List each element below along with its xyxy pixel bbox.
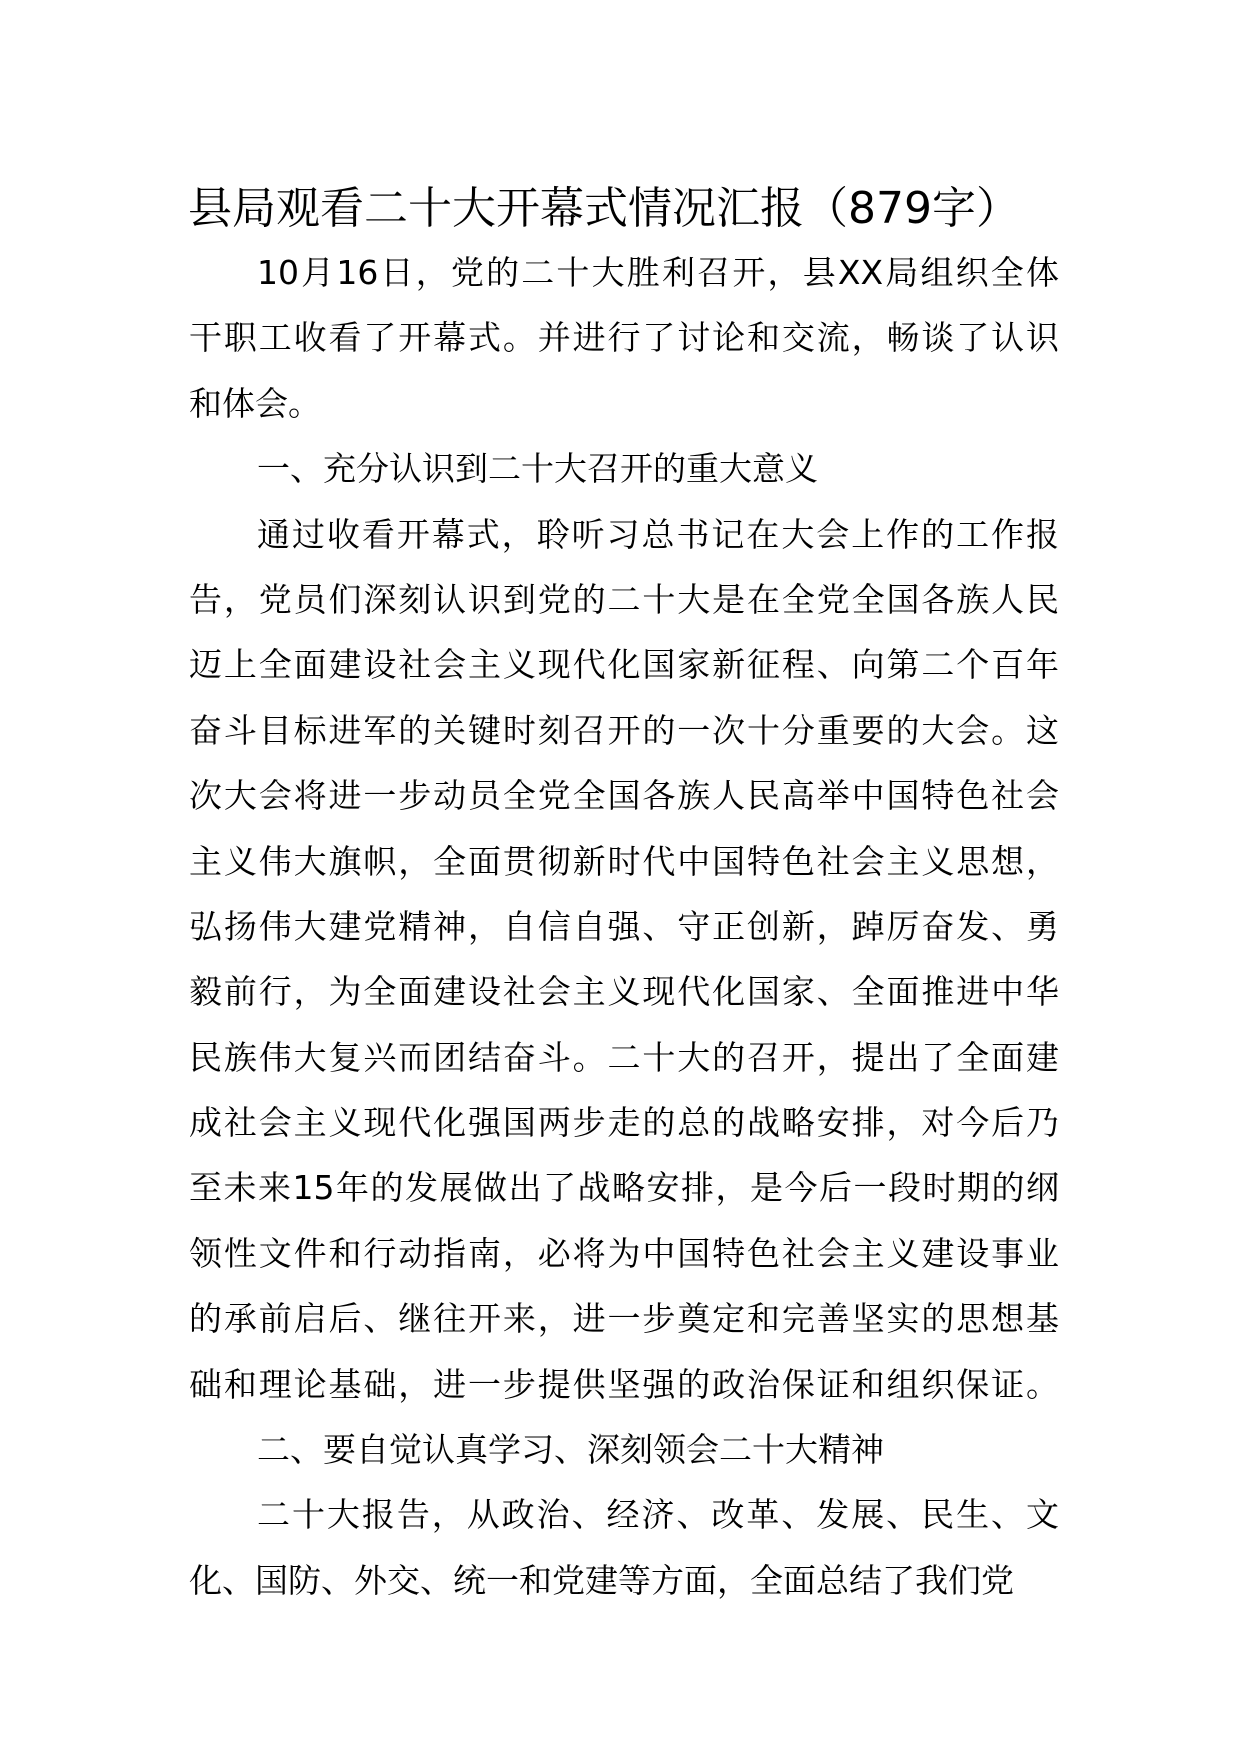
section-heading — [189, 436, 1059, 501]
text-line: 通过收看开幕式，聆听习总书记在大会上作的工作报 — [257, 514, 1059, 554]
text-line: 迈上全面建设社会主义现代化国家新征程、向第二个百年 — [189, 645, 1059, 685]
paragraph — [189, 240, 1059, 436]
text-line: 10月16日，党的二十大胜利召开，县XX局组织全体 — [257, 253, 1059, 292]
text-line: 至未来15年的发展做出了战略安排，是今后一段时期的纲 — [189, 1168, 1059, 1208]
section-heading — [189, 1417, 1059, 1482]
text-line: 化、国防、外交、统一和党建等方面，全面总结了我们党 — [189, 1560, 1014, 1600]
text-line: 民族伟大复兴而团结奋斗。二十大的召开，提出了全面建 — [189, 1037, 1059, 1077]
text-line: 奋斗目标进军的关键时刻召开的一次十分重要的大会。这 — [189, 710, 1059, 750]
document-title: 县局观看二十大开幕式情况汇报（879字） — [188, 183, 1020, 234]
text-line: 成社会主义现代化强国两步走的总的战略安排，对今后乃 — [189, 1103, 1059, 1143]
paragraph — [189, 502, 1059, 1417]
document-body — [189, 240, 1059, 1613]
text-line: 毅前行，为全面建设社会主义现代化国家、全面推进中华 — [189, 972, 1059, 1012]
text-line: 弘扬伟大建党精神，自信自强、守正创新，踔厉奋发、勇 — [189, 906, 1059, 946]
text-line: 告，党员们深刻认识到党的二十大是在全党全国各族人民 — [189, 579, 1059, 619]
text-line: 二、要自觉认真学习、深刻领会二十大精神 — [257, 1430, 884, 1470]
text-line: 主义伟大旗帜，全面贯彻新时代中国特色社会主义思想， — [189, 841, 1059, 881]
text-line: 一、充分认识到二十大召开的重大意义 — [257, 449, 818, 489]
text-line: 干职工收看了开幕式。并进行了讨论和交流，畅谈了认识 — [189, 318, 1059, 358]
text-line: 的承前启后、继往开来，进一步奠定和完善坚实的思想基 — [189, 1299, 1059, 1339]
text-line: 础和理论基础，进一步提供坚强的政治保证和组织保证。 — [189, 1364, 1059, 1404]
text-line: 次大会将进一步动员全党全国各族人民高举中国特色社会 — [189, 776, 1059, 816]
paragraph — [189, 1482, 1059, 1613]
text-line: 领性文件和行动指南，必将为中国特色社会主义建设事业 — [189, 1233, 1059, 1273]
text-line: 二十大报告，从政治、经济、改革、发展、民生、文 — [257, 1495, 1059, 1535]
text-line: 和体会。 — [189, 383, 321, 423]
